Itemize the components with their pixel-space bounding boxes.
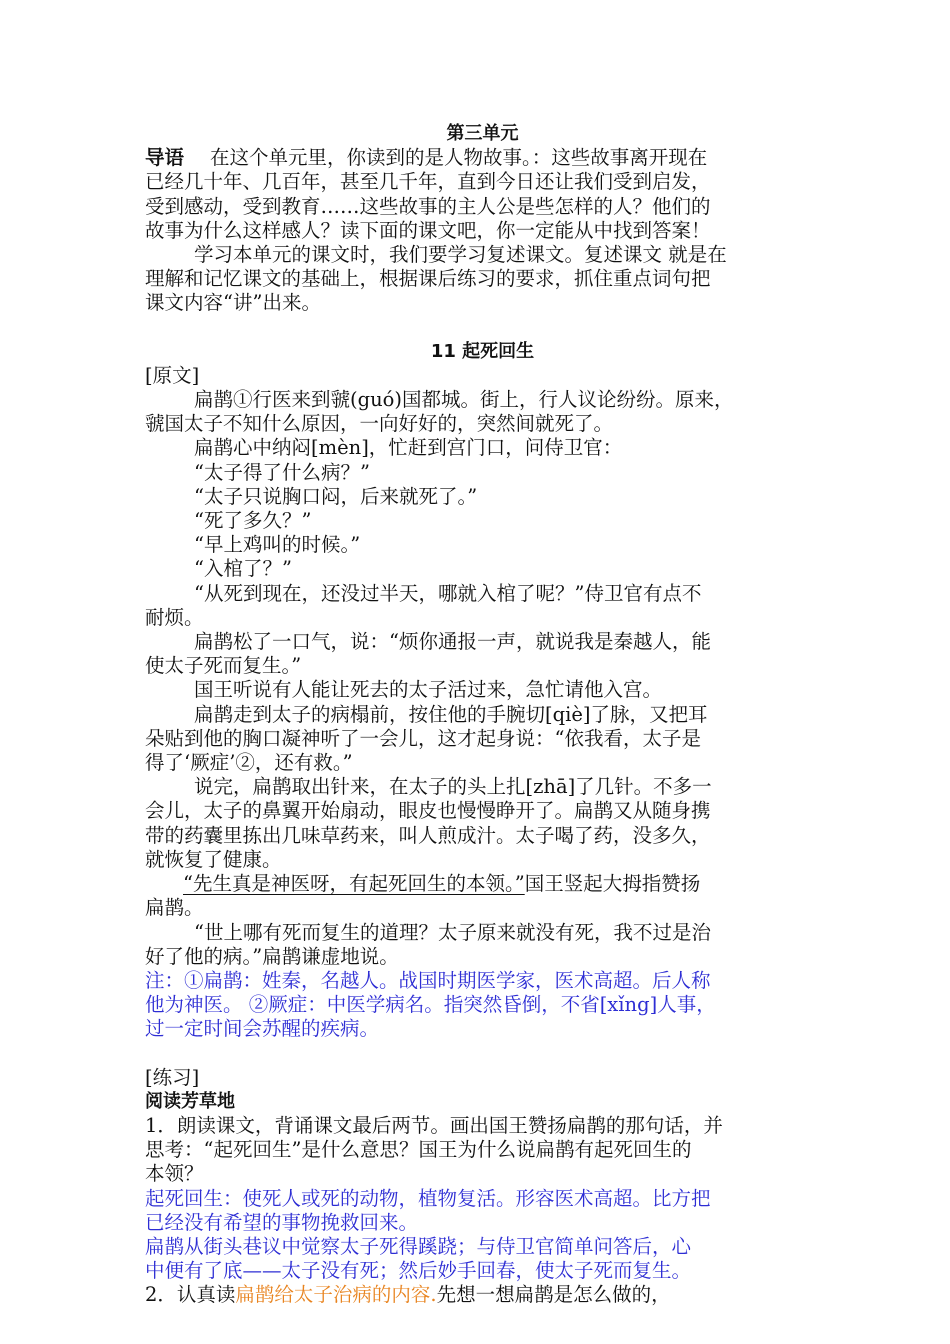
text-line: “从死到现在，还没过半天，哪就入棺了呢？”侍卫官有点不 [194, 581, 702, 605]
answer-line: 已经没有希望的事物挽救回来。 [145, 1210, 419, 1234]
intro-label: 导语 [145, 146, 185, 170]
document-page [145, 122, 820, 1308]
lesson-title: 11 起死回生 [430, 340, 535, 362]
question-line: 1．朗读课文，背诵课文最后两节。画出国王赞扬扁鹊的那句话，并 [145, 1113, 723, 1137]
text-line: 扁鹊走到太子的病榻前，按住他的手腕切[qiè]了脉，又把耳 [194, 702, 708, 726]
note-line: 注：①扁鹊：姓秦，名越人。战国时期医学家，医术高超。后人称 [145, 968, 711, 992]
text-line: 扁鹊松了一口气，说：“烦你通报一声，就说我是秦越人，能 [194, 630, 711, 654]
dialogue-line: “早上鸡叫的时候。” [194, 533, 361, 557]
text-line: 扁鹊①行医来到虢(guó)国都城。街上，行人议论纷纷。原来， [194, 388, 734, 412]
king-praise-quote: “先生真是神医呀，有起死回生的本领。” [183, 872, 525, 896]
answer-line: 扁鹊从街头巷议中觉察太子死得蹊跷；与侍卫官简单问答后，心 [145, 1234, 692, 1258]
intro-line: 故事为什么这样感人？读下面的课文吧，你一定能从中找到答案！ [145, 218, 711, 242]
dialogue-line: “太子得了什么病？” [194, 460, 370, 484]
text-line: 就恢复了健康。 [145, 847, 282, 871]
exercise-label: [练习] [145, 1065, 200, 1089]
text-line: 会儿，太子的鼻翼开始扇动，眼皮也慢慢睁开了。扁鹊又从随身携 [145, 799, 711, 823]
text-line: 扁鹊。 [145, 896, 204, 920]
text-line: 耐烦。 [145, 605, 204, 629]
intro-line: 学习本单元的课文时，我们要学习复述课文。复述课文 就是在 [194, 243, 727, 267]
answer-line: 起死回生：使死人或死的动物，植物复活。形容医术高超。比方把 [145, 1186, 711, 1210]
intro-line: 课文内容“讲”出来。 [145, 291, 321, 315]
dialogue-line: “死了多久？” [194, 509, 312, 533]
text-line: 得了‘厥症’②，还有救。” [145, 751, 353, 775]
note-line: 过一定时间会苏醒的疾病。 [145, 1017, 380, 1041]
text-line: 带的药囊里拣出几味草药来，叫人煎成汁。太子喝了药，没多久， [145, 823, 711, 847]
dialogue-line: “入棺了？” [194, 557, 292, 581]
original-label: [原文] [145, 363, 200, 387]
dialogue-line: “太子只说胸口闷，后来就死了。” [194, 484, 478, 508]
section-title: 阅读芳草地 [145, 1090, 235, 1112]
text-line: 使太子死而复生。” [145, 654, 302, 678]
note-line: 他为神医。 ②厥症：中医学病名。指突然昏倒，不省[xǐng]人事， [145, 993, 716, 1017]
intro-line: 受到感动，受到教育……这些故事的主人公是些怎样的人？他们的 [145, 194, 711, 218]
text-line: 扁鹊心中纳闷[mèn]，忙赶到宫门口，问侍卫官： [194, 436, 623, 460]
text-line: 说完，扁鹊取出针来，在太子的头上扎[zhā]了几针。不多一 [194, 775, 712, 799]
intro-line: 已经几十年、几百年，甚至几千年，直到今日还让我们受到启发， [145, 170, 711, 194]
question-line: 2．认真读扁鹊给太子治病的内容.先想一想扁鹊是怎么做的， [145, 1283, 671, 1307]
text-line: “世上哪有死而复生的道理？太子原来就没有死，我不过是治 [194, 920, 711, 944]
unit-title: 第三单元 [446, 123, 519, 144]
intro-line: 导语 在这个单元里，你读到的是人物故事。：这些故事离开现在 [145, 146, 708, 170]
answer-line: 中便有了底——太子没有死；然后妙手回春，使太子死而复生。 [145, 1259, 692, 1283]
text-line: 好了他的病。”扁鹊谦虚地说。 [145, 944, 399, 968]
text-line: “先生真是神医呀，有起死回生的本领。”国王竖起大拇指赞扬 [183, 872, 701, 896]
intro-line: 理解和记忆课文的基础上，根据课后练习的要求，抓住重点词句把 [145, 267, 711, 291]
question-line: 本领？ [145, 1162, 204, 1186]
text-line: 虢国太子不知什么原因，一向好好的，突然间就死了。 [145, 412, 614, 436]
text-line: 国王听说有人能让死去的太子活过来，急忙请他入宫。 [194, 678, 663, 702]
text-line: 朵贴到他的胸口凝神听了一会儿，这才起身说：“依我看，太子是 [145, 726, 701, 750]
question-line: 思考：“起死回生”是什么意思？国王为什么说扁鹊有起死回生的 [145, 1138, 692, 1162]
highlighted-phrase: 扁鹊给太子治病的内容. [235, 1283, 437, 1307]
